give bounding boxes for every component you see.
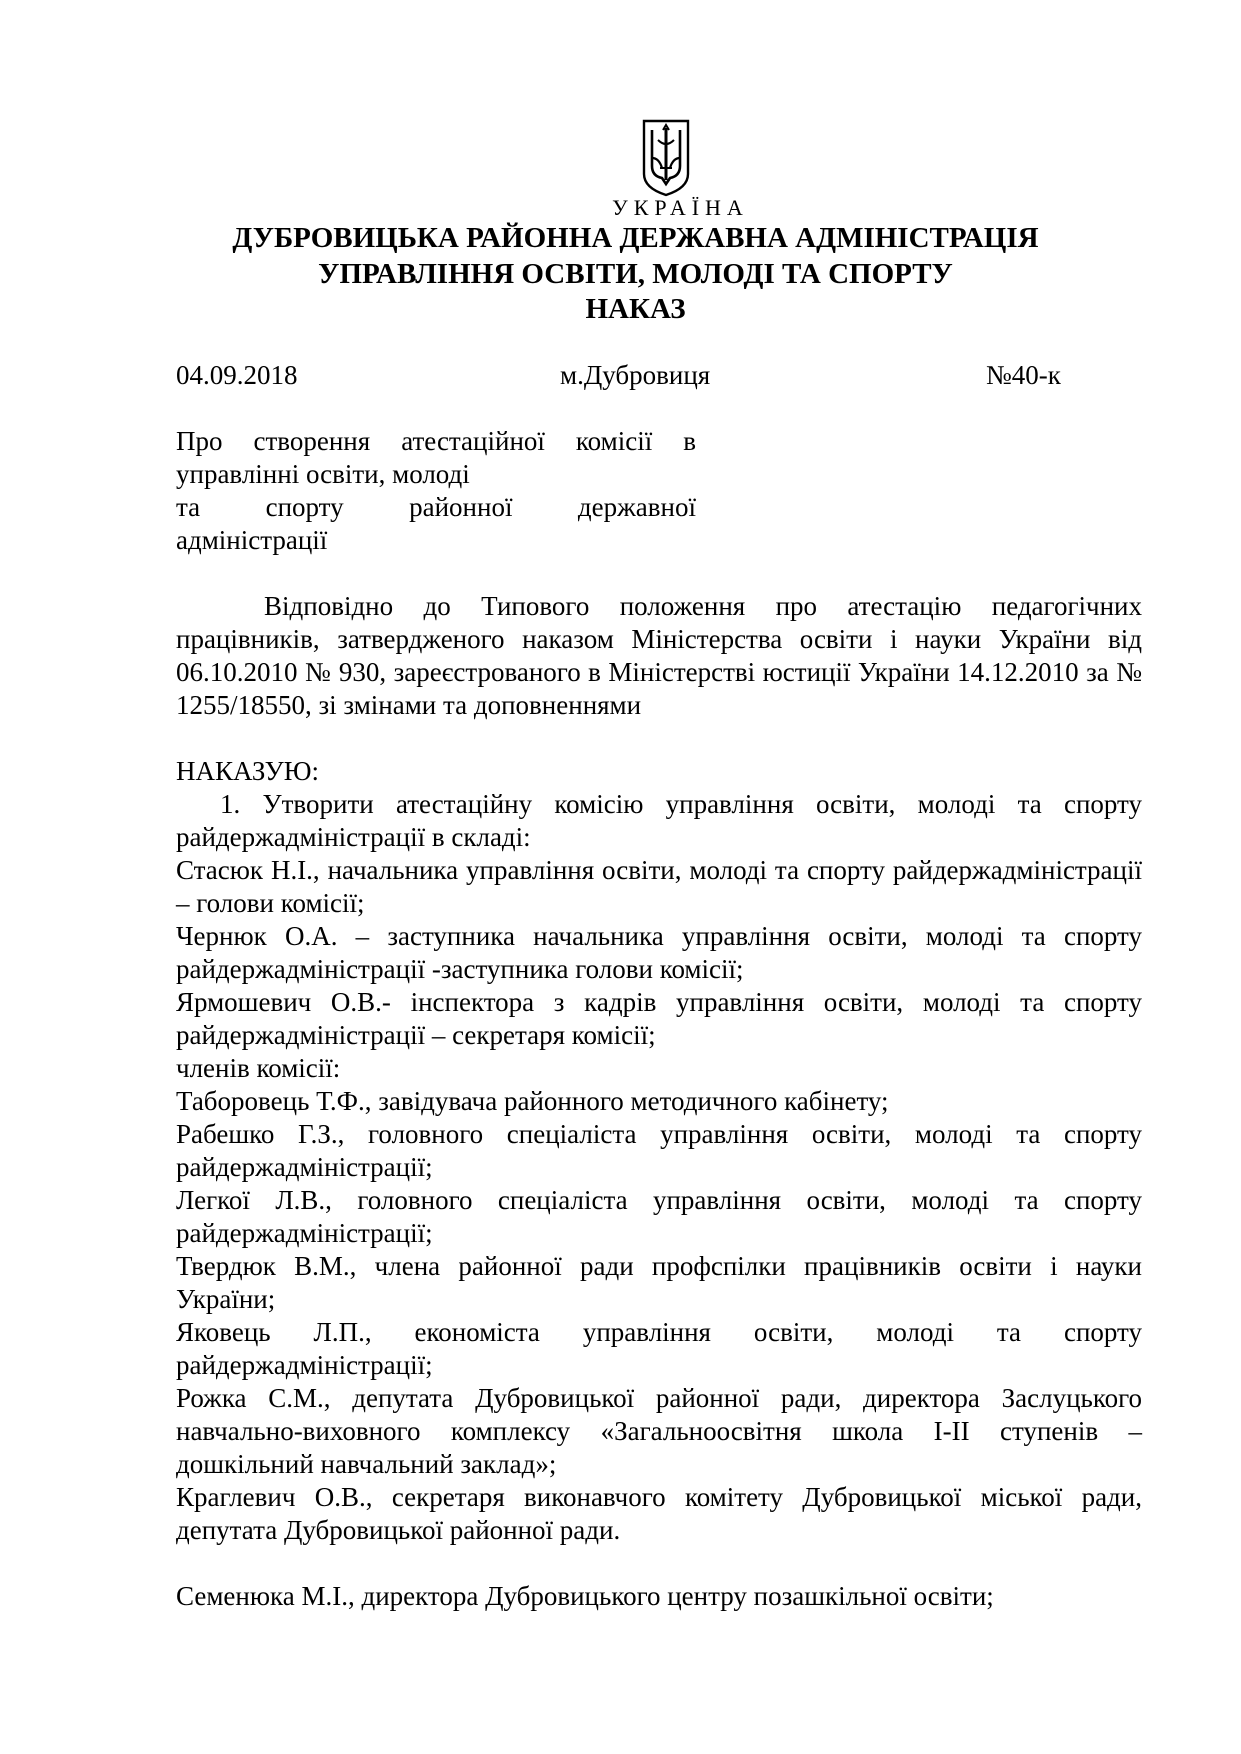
commission-member: Рожка С.М., депутата Дубровицької районної ради, директора Заслуцького навчально-виховного комплексу «Загальноосвітня школа І-ІІ ступенів – дошкільний навчальний заклад»;: [176, 1383, 1142, 1479]
commission-member: Стасюк Н.І., начальника управління освіти, молоді та спорту райдержадміністрації – голови комісії;: [176, 855, 1142, 918]
commission-member: Ярмошевич О.В.- інспектора з кадрів управління освіти, молоді та спорту райдержадміністрації – секретаря комісії;: [176, 987, 1142, 1050]
order-item-1: 1. Утворити атестаційну комісію управління освіти, молоді та спорту райдержадміністрації в складі:: [176, 789, 1142, 852]
members-heading: членів комісії:: [176, 1053, 341, 1083]
order-number: №40-к: [986, 360, 1061, 390]
department-title: УПРАВЛІННЯ ОСВІТИ, МОЛОДІ ТА СПОРТУ: [318, 258, 953, 290]
preamble-paragraph: Відповідно до Типового положення про атестацію педагогічних працівників, затвердженого наказом Міністерства освіти і науки України від 06.10.2010 № 930, зареєстрованого в Міністерстві юстиції України 14.12.2010 за № 1255/18550, зі змінами та доповненнями: [176, 591, 1142, 720]
subject-line: та спорту районної державної: [176, 492, 696, 522]
subject-line: Про створення атестаційної комісії в: [176, 426, 696, 456]
order-subject: [176, 425, 696, 557]
commission-member: Твердюк В.М., члена районної ради профспілки працівників освіти і науки України;: [176, 1251, 1142, 1314]
order-date: 04.09.2018: [176, 360, 298, 390]
subject-line: адміністрації: [176, 525, 328, 555]
order-body: [176, 590, 1142, 1613]
order-directive: НАКАЗУЮ:: [176, 756, 320, 786]
commission-member: Рабешко Г.З., головного спеціаліста управління освіти, молоді та спорту райдержадміністрації;: [176, 1119, 1142, 1182]
commission-member: Таборовець Т.Ф., завідувача районного методичного кабінету;: [176, 1086, 889, 1116]
commission-member: Семенюка М.І., директора Дубровицького центру позашкільної освіти;: [176, 1581, 994, 1611]
subject-line: управлінні освіти, молоді: [176, 459, 470, 489]
commission-member: Яковець Л.П., економіста управління освіти, молоді та спорту райдержадміністрації;: [176, 1317, 1142, 1380]
country-name: УКРАЇНА: [612, 195, 749, 220]
order-city: м.Дубровиця: [560, 360, 711, 390]
commission-member: Чернюк О.А. – заступника начальника управління освіти, молоді та спорту райдержадміністрації -заступника голови комісії;: [176, 921, 1142, 984]
commission-member: Легкої Л.В., головного спеціаліста управління освіти, молоді та спорту райдержадміністрації;: [176, 1185, 1142, 1248]
administration-title: ДУБРОВИЦЬКА РАЙОННА ДЕРЖАВНА АДМІНІСТРАЦІЯ: [232, 222, 1039, 254]
commission-member: Краглевич О.В., секретаря виконавчого комітету Дубровицької міської ради, депутата Дубровицької районної ради.: [176, 1482, 1142, 1545]
document-type: НАКАЗ: [585, 293, 686, 325]
trident-emblem-icon: [640, 118, 692, 198]
